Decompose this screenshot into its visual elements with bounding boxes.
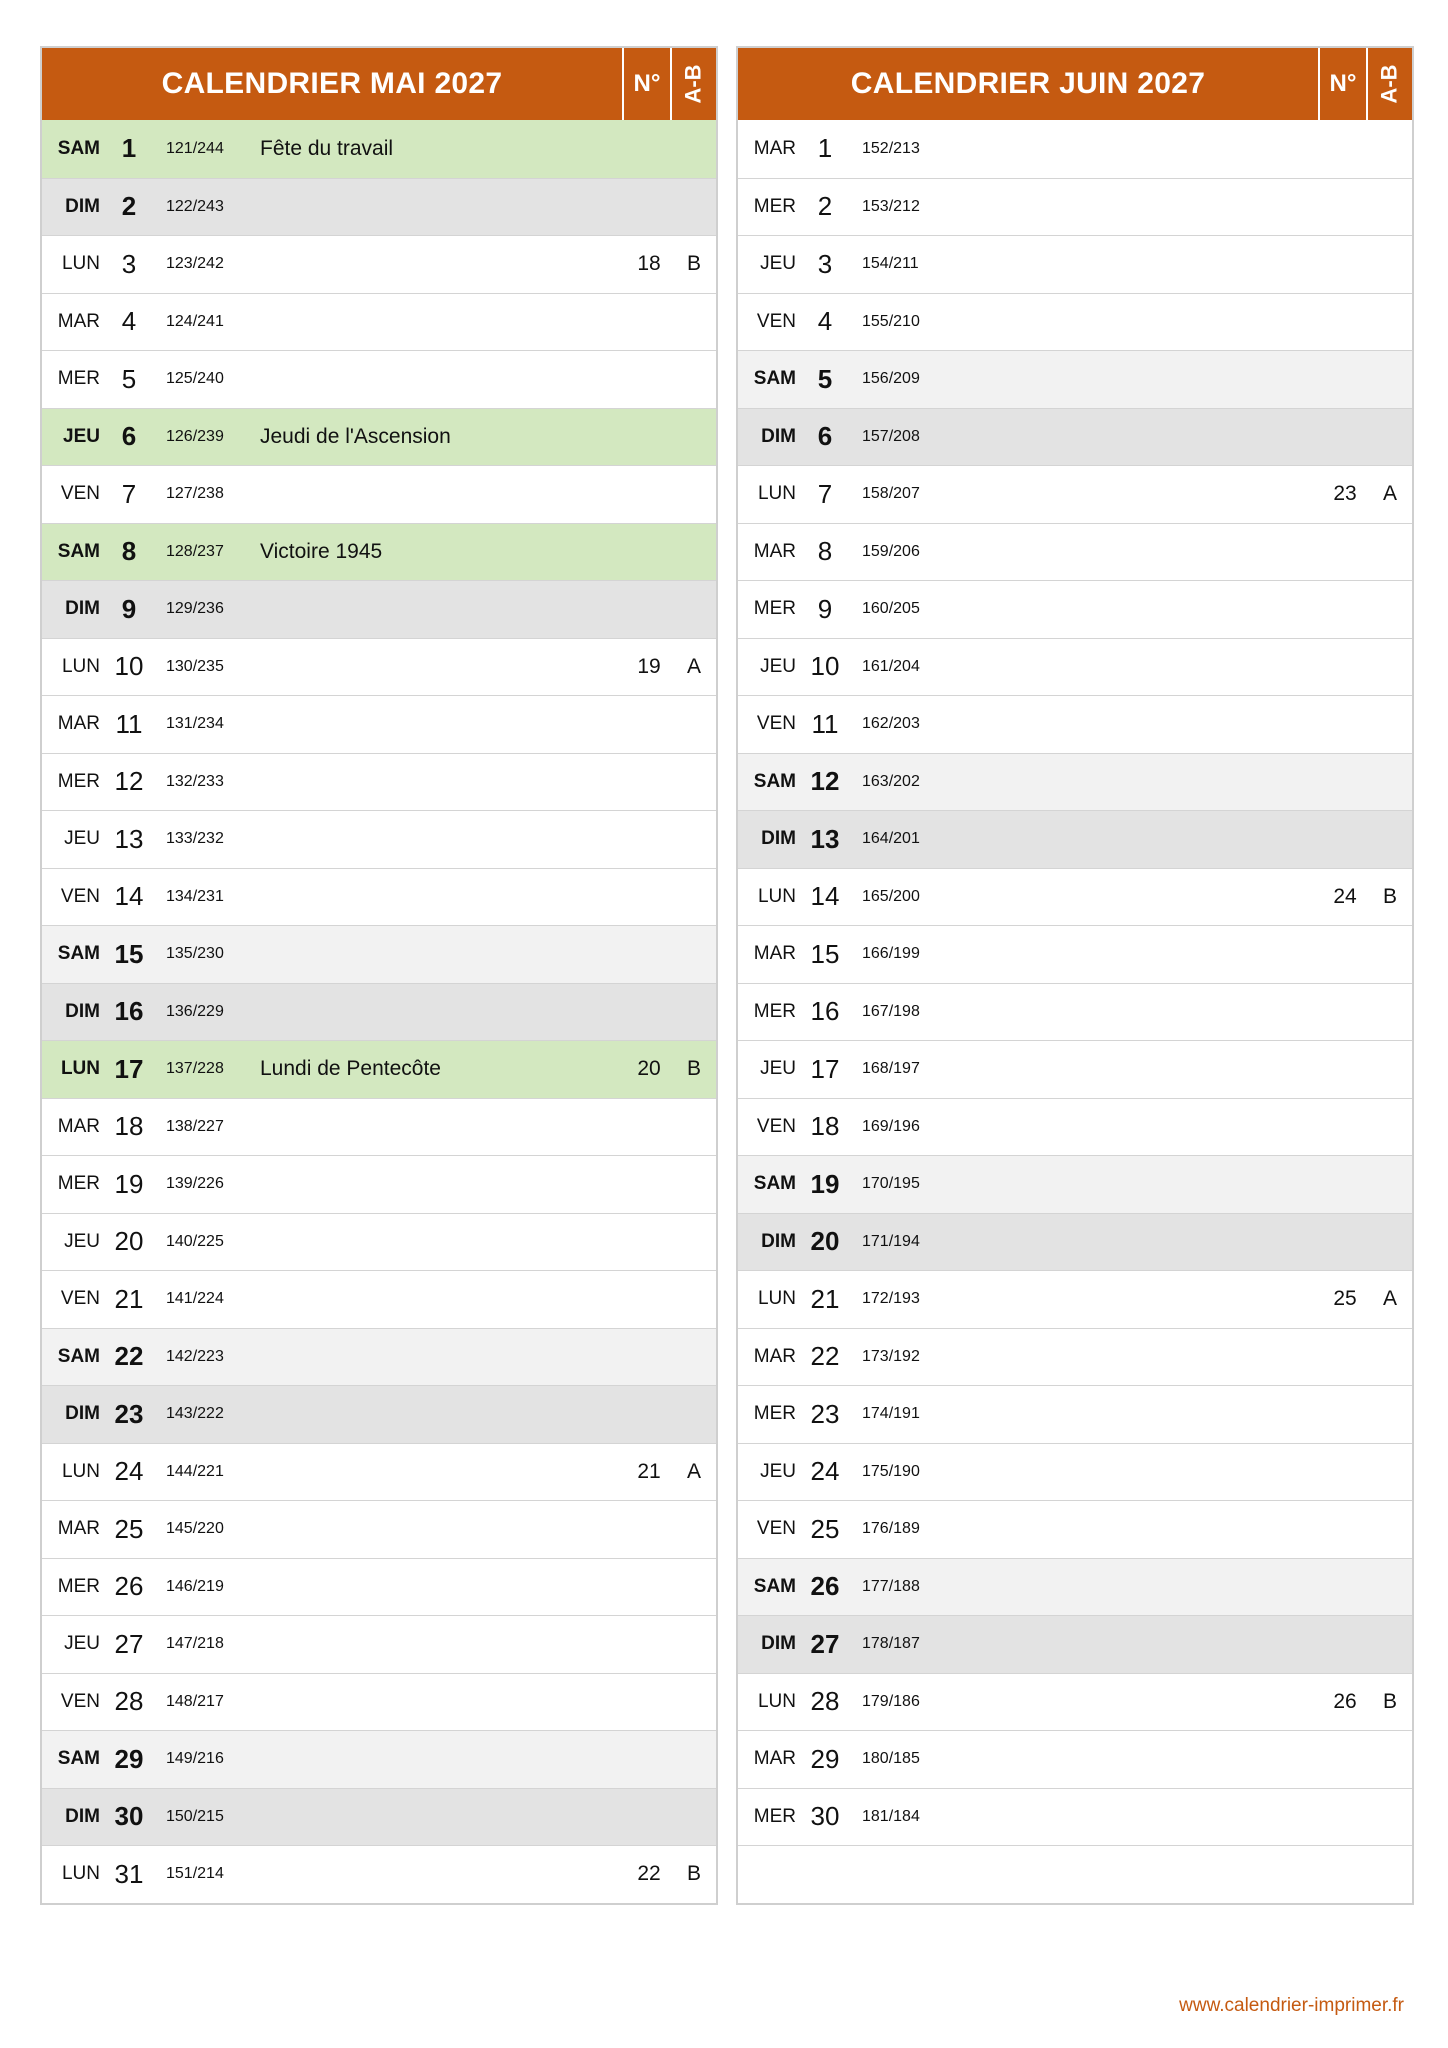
day-of-week: SAM — [753, 1173, 796, 1195]
day-number: 18 — [810, 1111, 840, 1142]
calendar-june — [736, 46, 1414, 1905]
day-of-year: 176/189 — [862, 1520, 920, 1538]
day-of-year: 155/210 — [862, 312, 920, 330]
week-number: 20 — [637, 1057, 661, 1081]
day-row — [738, 1730, 1412, 1788]
day-number: 8 — [121, 536, 137, 567]
holiday-label: Fête du travail — [260, 136, 394, 160]
day-of-week: VEN — [60, 1288, 100, 1310]
day-number: 3 — [121, 248, 137, 279]
day-row — [42, 1213, 716, 1271]
day-of-week: MAR — [753, 137, 796, 159]
day-row — [738, 1788, 1412, 1846]
day-of-year: 165/200 — [862, 887, 920, 905]
day-row — [42, 868, 716, 926]
day-rows — [738, 120, 1412, 1903]
day-row — [42, 580, 716, 638]
day-of-week: JEU — [760, 1058, 796, 1080]
day-of-week: VEN — [756, 713, 796, 735]
day-row — [738, 983, 1412, 1041]
day-of-year: 127/238 — [166, 485, 224, 503]
day-of-week: SAM — [753, 368, 796, 390]
day-of-year: 161/204 — [862, 657, 920, 675]
day-row — [42, 178, 716, 236]
day-of-week: MAR — [57, 1115, 100, 1137]
day-number: 22 — [810, 1341, 840, 1372]
day-number: 14 — [810, 881, 840, 912]
day-row — [738, 1270, 1412, 1328]
day-of-week: DIM — [65, 1805, 100, 1827]
day-of-week: DIM — [761, 1230, 796, 1252]
day-of-week: SAM — [57, 943, 100, 965]
day-of-year: 150/215 — [166, 1807, 224, 1825]
day-number: 23 — [114, 1398, 144, 1429]
day-row — [738, 1443, 1412, 1501]
day-number: 12 — [114, 766, 144, 797]
day-of-year: 142/223 — [166, 1347, 224, 1365]
day-of-week: DIM — [761, 425, 796, 447]
day-of-year: 171/194 — [862, 1232, 920, 1250]
day-of-week: LUN — [61, 655, 100, 677]
day-number: 26 — [114, 1571, 144, 1602]
day-of-week: DIM — [65, 1000, 100, 1022]
day-row — [738, 1385, 1412, 1443]
day-of-week: LUN — [757, 1288, 796, 1310]
day-row — [738, 523, 1412, 581]
day-of-year: 138/227 — [166, 1117, 224, 1135]
week-ab: A — [686, 654, 701, 678]
day-of-week: SAM — [57, 1748, 100, 1770]
day-row — [42, 1040, 716, 1098]
day-number: 29 — [810, 1743, 840, 1774]
week-ab: A — [686, 1459, 701, 1483]
day-of-year: 170/195 — [862, 1175, 920, 1193]
day-of-year: 132/233 — [166, 772, 224, 790]
week-ab-header — [1366, 48, 1412, 120]
day-row — [738, 580, 1412, 638]
day-number: 30 — [810, 1801, 840, 1832]
day-row — [42, 753, 716, 811]
day-of-week: MER — [753, 1000, 796, 1022]
day-of-year: 179/186 — [862, 1692, 920, 1710]
day-of-year: 157/208 — [862, 427, 920, 445]
day-number: 27 — [114, 1628, 144, 1659]
day-row — [738, 1558, 1412, 1616]
day-number: 9 — [817, 593, 833, 624]
day-of-year: 137/228 — [166, 1060, 224, 1078]
day-number: 21 — [114, 1283, 144, 1314]
day-number: 2 — [817, 191, 833, 222]
day-of-year: 125/240 — [166, 370, 224, 388]
day-of-year: 139/226 — [166, 1175, 224, 1193]
day-of-year: 180/185 — [862, 1750, 920, 1768]
day-row — [42, 1730, 716, 1788]
day-of-week: MAR — [753, 540, 796, 562]
day-row — [738, 178, 1412, 236]
day-of-year: 148/217 — [166, 1692, 224, 1710]
day-of-week: MAR — [57, 310, 100, 332]
day-of-year: 146/219 — [166, 1577, 224, 1595]
day-number: 10 — [810, 651, 840, 682]
day-of-year: 162/203 — [862, 715, 920, 733]
day-number: 5 — [817, 363, 833, 394]
week-ab: B — [686, 1057, 701, 1081]
week-number-header: N° — [622, 48, 670, 120]
day-row — [738, 1328, 1412, 1386]
day-of-year: 149/216 — [166, 1750, 224, 1768]
day-number: 7 — [817, 478, 833, 509]
day-of-week: LUN — [60, 1058, 100, 1080]
day-number: 20 — [114, 1226, 144, 1257]
week-ab-header — [670, 48, 716, 120]
day-of-week: VEN — [756, 1115, 796, 1137]
day-of-week: VEN — [60, 885, 100, 907]
day-of-week: MER — [753, 1403, 796, 1425]
day-number: 6 — [817, 421, 833, 452]
day-number: 13 — [114, 823, 144, 854]
day-row — [42, 810, 716, 868]
day-row — [42, 1385, 716, 1443]
day-of-week: SAM — [753, 770, 796, 792]
day-number: 17 — [810, 1053, 840, 1084]
day-of-week: LUN — [61, 1863, 100, 1885]
day-of-year: 156/209 — [862, 370, 920, 388]
day-of-year: 175/190 — [862, 1462, 920, 1480]
day-number: 26 — [810, 1571, 840, 1602]
day-of-year: 144/221 — [166, 1462, 224, 1480]
calendar-title: CALENDRIER JUIN 2027 — [850, 67, 1206, 100]
day-number: 19 — [810, 1168, 840, 1199]
day-row — [738, 753, 1412, 811]
day-of-week: SAM — [57, 540, 100, 562]
day-number: 4 — [121, 306, 137, 337]
day-of-week: VEN — [60, 1690, 100, 1712]
day-number: 12 — [810, 766, 840, 797]
day-row — [738, 1500, 1412, 1558]
day-of-year: 141/224 — [166, 1290, 224, 1308]
day-row — [738, 868, 1412, 926]
day-of-week: DIM — [65, 1403, 100, 1425]
week-number: 22 — [637, 1862, 661, 1886]
day-of-year: 160/205 — [862, 600, 920, 618]
day-of-week: LUN — [61, 1460, 100, 1482]
day-of-week: SAM — [57, 137, 100, 159]
day-number: 6 — [121, 421, 137, 452]
week-number: 21 — [637, 1459, 661, 1483]
day-number: 21 — [810, 1283, 840, 1314]
day-row — [738, 465, 1412, 523]
day-number: 25 — [114, 1513, 144, 1544]
day-row — [738, 293, 1412, 351]
day-row — [42, 1845, 716, 1903]
day-number: 15 — [810, 938, 840, 969]
holiday-label: Jeudi de l'Ascension — [260, 424, 451, 448]
day-row — [42, 235, 716, 293]
day-of-year: 153/212 — [862, 197, 920, 215]
day-of-year: 173/192 — [862, 1347, 920, 1365]
week-number-header: N° — [1318, 48, 1366, 120]
day-number: 8 — [817, 536, 833, 567]
day-of-week: MAR — [753, 1748, 796, 1770]
day-of-week: MAR — [57, 1518, 100, 1540]
week-ab: A — [1382, 1287, 1397, 1311]
day-of-week: LUN — [757, 885, 796, 907]
day-number: 5 — [121, 363, 137, 394]
day-of-year: 123/242 — [166, 255, 224, 273]
day-of-week: DIM — [65, 598, 100, 620]
day-row — [42, 350, 716, 408]
day-row — [738, 235, 1412, 293]
day-number: 11 — [811, 708, 839, 739]
week-ab: B — [1382, 1689, 1397, 1713]
week-ab-header-label: A-B — [1376, 64, 1402, 104]
day-of-week: DIM — [761, 828, 796, 850]
day-of-week: SAM — [753, 1575, 796, 1597]
day-row — [42, 1788, 716, 1846]
day-row — [42, 1500, 716, 1558]
day-of-week: JEU — [64, 1230, 100, 1252]
week-ab: B — [686, 252, 701, 276]
day-of-year: 147/218 — [166, 1635, 224, 1653]
holiday-label: Victoire 1945 — [260, 539, 383, 563]
day-number: 16 — [810, 996, 840, 1027]
day-number: 3 — [817, 248, 833, 279]
day-number: 14 — [114, 881, 144, 912]
day-row — [42, 983, 716, 1041]
day-of-week: LUN — [757, 1690, 796, 1712]
day-row — [42, 1673, 716, 1731]
day-of-week: DIM — [761, 1633, 796, 1655]
day-of-year: 151/214 — [166, 1865, 224, 1883]
day-row — [42, 523, 716, 581]
day-number: 17 — [114, 1053, 144, 1084]
day-of-year: 143/222 — [166, 1405, 224, 1423]
day-of-year: 174/191 — [862, 1405, 920, 1423]
day-of-year: 126/239 — [166, 427, 224, 445]
day-row — [42, 293, 716, 351]
day-of-year: 140/225 — [166, 1232, 224, 1250]
day-of-week: VEN — [60, 483, 100, 505]
day-number: 22 — [114, 1341, 144, 1372]
calendar-header — [42, 48, 716, 120]
day-of-year: 129/236 — [166, 600, 224, 618]
day-of-week: VEN — [756, 310, 796, 332]
day-row — [42, 1155, 716, 1213]
week-number: 24 — [1333, 884, 1357, 908]
week-number: 26 — [1333, 1689, 1357, 1713]
day-of-year: 172/193 — [862, 1290, 920, 1308]
day-number: 28 — [114, 1686, 144, 1717]
day-of-week: VEN — [756, 1518, 796, 1540]
day-of-week: LUN — [61, 253, 100, 275]
day-of-year: 166/199 — [862, 945, 920, 963]
day-number: 16 — [114, 996, 144, 1027]
day-of-week: JEU — [760, 253, 796, 275]
day-number: 27 — [810, 1628, 840, 1659]
day-of-week: MER — [57, 1575, 100, 1597]
calendar-title: CALENDRIER MAI 2027 — [161, 67, 503, 100]
day-of-year: 135/230 — [166, 945, 224, 963]
day-number: 1 — [817, 133, 833, 164]
day-number: 31 — [114, 1858, 144, 1889]
day-of-week: MER — [57, 368, 100, 390]
day-row — [42, 925, 716, 983]
day-of-year: 130/235 — [166, 657, 224, 675]
calendar-may — [40, 46, 718, 1905]
day-row — [738, 1213, 1412, 1271]
day-row — [738, 810, 1412, 868]
day-number: 29 — [114, 1743, 144, 1774]
day-of-year: 133/232 — [166, 830, 224, 848]
day-of-year: 134/231 — [166, 887, 224, 905]
day-of-week: MER — [753, 1805, 796, 1827]
day-of-year: 163/202 — [862, 772, 920, 790]
day-of-week: MAR — [57, 713, 100, 735]
day-row — [42, 695, 716, 753]
day-of-week: JEU — [760, 1460, 796, 1482]
day-of-week: MER — [57, 770, 100, 792]
day-row — [42, 1615, 716, 1673]
day-row — [738, 695, 1412, 753]
day-of-week: MER — [753, 598, 796, 620]
day-of-year: 158/207 — [862, 485, 920, 503]
day-row — [738, 925, 1412, 983]
week-number: 19 — [637, 654, 661, 678]
day-of-week: MER — [57, 1173, 100, 1195]
day-of-year: 164/201 — [862, 830, 920, 848]
day-row — [738, 408, 1412, 466]
day-of-year: 177/188 — [862, 1577, 920, 1595]
day-number: 18 — [114, 1111, 144, 1142]
day-row — [42, 1558, 716, 1616]
day-row — [738, 1673, 1412, 1731]
day-of-year: 136/229 — [166, 1002, 224, 1020]
week-ab: B — [686, 1862, 701, 1886]
day-number: 4 — [817, 306, 833, 337]
day-of-year: 154/211 — [862, 255, 919, 273]
day-of-year: 169/196 — [862, 1117, 920, 1135]
day-of-year: 145/220 — [166, 1520, 224, 1538]
empty-row — [738, 1845, 1412, 1903]
day-of-week: JEU — [760, 655, 796, 677]
day-of-week: SAM — [57, 1345, 100, 1367]
day-of-year: 159/206 — [862, 542, 920, 560]
week-number: 18 — [637, 252, 661, 276]
day-of-week: JEU — [64, 828, 100, 850]
day-of-year: 121/244 — [166, 139, 224, 157]
day-of-week: DIM — [65, 195, 100, 217]
day-number: 28 — [810, 1686, 840, 1717]
day-rows — [42, 120, 716, 1903]
day-row — [42, 120, 716, 178]
day-number: 11 — [115, 708, 143, 739]
day-of-year: 128/237 — [166, 542, 224, 560]
day-number: 7 — [121, 478, 137, 509]
week-number: 23 — [1333, 482, 1357, 506]
day-row — [738, 120, 1412, 178]
week-number: 25 — [1333, 1287, 1357, 1311]
day-row — [42, 408, 716, 466]
day-number: 10 — [114, 651, 144, 682]
day-number: 9 — [121, 593, 137, 624]
day-row — [42, 1443, 716, 1501]
day-of-year: 124/241 — [166, 312, 224, 330]
day-row — [42, 1270, 716, 1328]
day-number: 2 — [121, 191, 137, 222]
day-row — [738, 638, 1412, 696]
week-ab: B — [1382, 884, 1397, 908]
day-of-week: MER — [753, 195, 796, 217]
day-number: 15 — [114, 938, 144, 969]
day-of-week: JEU — [64, 1633, 100, 1655]
day-of-week: MAR — [753, 943, 796, 965]
day-row — [738, 1155, 1412, 1213]
day-row — [738, 1040, 1412, 1098]
day-of-week: LUN — [757, 483, 796, 505]
day-number: 24 — [114, 1456, 144, 1487]
day-of-year: 181/184 — [862, 1807, 920, 1825]
day-row — [42, 638, 716, 696]
day-number: 19 — [114, 1168, 144, 1199]
day-row — [42, 1098, 716, 1156]
day-number: 25 — [810, 1513, 840, 1544]
footer-url[interactable]: www.calendrier-imprimer.fr — [1179, 1995, 1404, 2016]
day-row — [738, 350, 1412, 408]
day-of-week: MAR — [753, 1345, 796, 1367]
day-of-year: 131/234 — [166, 715, 224, 733]
day-of-year: 167/198 — [862, 1002, 920, 1020]
day-of-year: 152/213 — [862, 139, 920, 157]
day-number: 24 — [810, 1456, 840, 1487]
day-number: 20 — [810, 1226, 840, 1257]
day-of-year: 168/197 — [862, 1060, 920, 1078]
day-row — [738, 1615, 1412, 1673]
day-row — [42, 1328, 716, 1386]
day-of-year: 178/187 — [862, 1635, 920, 1653]
day-row — [42, 465, 716, 523]
day-number: 13 — [810, 823, 840, 854]
day-number: 23 — [810, 1398, 840, 1429]
day-row — [738, 1098, 1412, 1156]
week-ab-header-label: A-B — [680, 64, 706, 104]
day-number: 30 — [114, 1801, 144, 1832]
week-ab: A — [1382, 482, 1397, 506]
day-of-week: JEU — [63, 425, 100, 447]
holiday-label: Lundi de Pentecôte — [260, 1057, 441, 1081]
calendar-header — [738, 48, 1412, 120]
day-of-year: 122/243 — [166, 197, 224, 215]
day-number: 1 — [121, 133, 137, 164]
